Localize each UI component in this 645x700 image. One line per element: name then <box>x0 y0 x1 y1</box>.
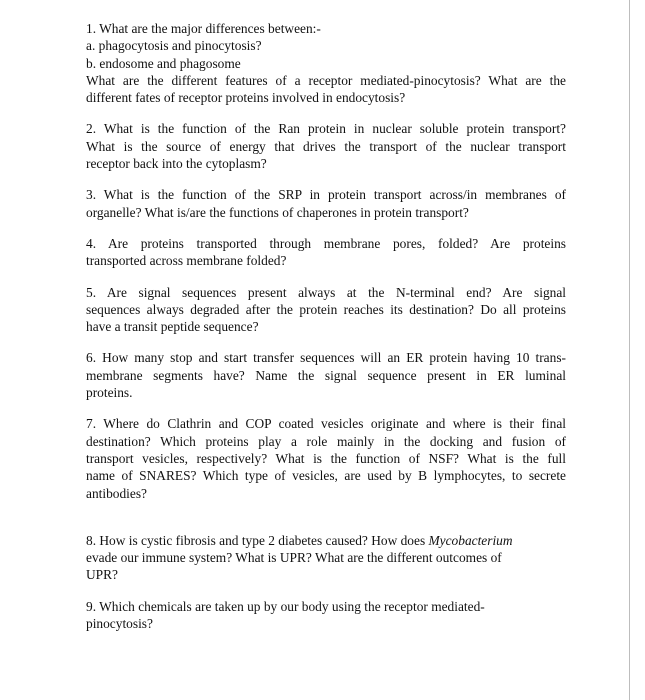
question-5-line-2: sequences always degraded after the protein reaches its destination? Do all proteins <box>86 301 566 317</box>
question-list <box>86 20 566 632</box>
question-9-line-2: pinocytosis? <box>86 616 153 632</box>
question-6-line-1: 6. How many stop and start transfer sequences will an ER protein having 10 trans- <box>86 350 566 366</box>
question-3-line-1: 3. What is the function of the SRP in protein transport across/in membranes of <box>86 187 566 203</box>
question-9 <box>86 598 566 633</box>
question-3 <box>86 186 566 221</box>
question-7-line-3: transport vesicles, respectively? What is the function of NSF? What is the full <box>86 450 566 466</box>
question-7-line-4: name of SNARES? Which type of vesicles, are used by B lymphocytes, to secrete <box>86 468 566 484</box>
question-8-line-3: UPR? <box>86 567 118 583</box>
question-1-line-2: a. phagocytosis and pinocytosis? <box>86 38 262 54</box>
question-4-line-1: 4. Are proteins transported through membrane pores, folded? Are proteins <box>86 235 566 251</box>
question-8-line-2: evade our immune system? What is UPR? What are the different outcomes of <box>86 550 502 566</box>
question-3-line-2: organelle? What is/are the functions of chaperones in protein transport? <box>86 204 469 220</box>
page-gutter <box>630 0 645 700</box>
question-1-line-4: What are the different features of a receptor mediated-pinocytosis? What are the <box>86 72 566 88</box>
question-1 <box>86 20 566 106</box>
question-8-italic-term: Mycobacterium <box>428 532 513 548</box>
question-1-line-3: b. endosome and phagosome <box>86 55 241 71</box>
question-7-line-2: destination? Which proteins play a role mainly in the docking and fusion of <box>86 433 566 449</box>
question-6 <box>86 349 566 401</box>
question-4 <box>86 235 566 270</box>
question-5-line-1: 5. Are signal sequences present always at the N-terminal end? Are signal <box>86 284 566 300</box>
question-5 <box>86 284 566 336</box>
question-7 <box>86 415 566 501</box>
question-4-line-2: transported across membrane folded? <box>86 253 287 269</box>
question-7-line-1: 7. Where do Clathrin and COP coated vesicles originate and where is their final <box>86 416 566 432</box>
question-6-line-2: membrane segments have? Name the signal sequence present in ER luminal <box>86 367 566 383</box>
question-9-line-1: 9. Which chemicals are taken up by our body using the receptor mediated- <box>86 598 485 614</box>
question-5-line-3: have a transit peptide sequence? <box>86 319 259 335</box>
question-2-line-2: What is the source of energy that drives the transport of the nuclear transport <box>86 138 566 154</box>
question-1-line-1: 1. What are the major differences between:- <box>86 21 321 36</box>
question-2-line-1: 2. What is the function of the Ran protein in nuclear soluble protein transport? <box>86 121 566 137</box>
question-8 <box>86 532 566 584</box>
question-1-line-5: different fates of receptor proteins involved in endocytosis? <box>86 90 406 106</box>
question-7-line-5: antibodies? <box>86 485 147 501</box>
question-8-line-1 <box>86 532 566 549</box>
question-2 <box>86 120 566 172</box>
question-6-line-3: proteins. <box>86 385 133 401</box>
question-2-line-3: receptor back into the cytoplasm? <box>86 156 267 172</box>
question-8-line-1-text: 8. How is cystic fibrosis and type 2 diabetes caused? How does <box>86 532 429 548</box>
